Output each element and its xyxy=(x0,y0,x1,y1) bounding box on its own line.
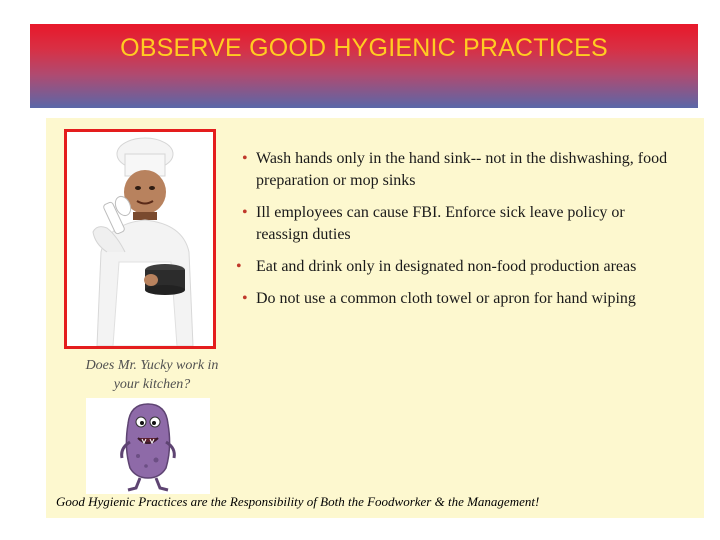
bullet-text: Do not use a common cloth towel or apron for hand wiping xyxy=(256,290,636,307)
slide-title: OBSERVE GOOD HYGIENIC PRACTICES xyxy=(120,34,608,62)
bullet-item xyxy=(236,256,676,278)
title-bar xyxy=(30,24,698,108)
bullet-dot: • xyxy=(242,150,248,167)
mr-yucky-illustration xyxy=(86,398,210,494)
bullet-text: Eat and drink only in designated non-food production areas xyxy=(256,258,637,275)
footer-tagline: Good Hygienic Practices are the Responsibility of Both the Foodworker & the Management! xyxy=(56,494,540,509)
mr-yucky-caption: Does Mr. Yucky work in your kitchen? xyxy=(85,358,219,392)
bullet-dot: • xyxy=(242,204,248,221)
bullet-dot: • xyxy=(242,290,248,307)
bullet-list xyxy=(236,148,676,320)
bullet-dot: • xyxy=(236,258,242,275)
bullet-text: Wash hands only in the hand sink-- not in the dishwashing, food preparation or mop sinks xyxy=(256,150,668,189)
bullet-item xyxy=(236,202,676,246)
chef-illustration xyxy=(67,132,213,346)
mr-yucky-mascot xyxy=(86,398,210,494)
bullet-item xyxy=(236,288,676,310)
chef-photo xyxy=(64,129,216,349)
bullet-text: Ill employees can cause FBI. Enforce sick leave policy or reassign duties xyxy=(256,204,625,243)
bullet-item xyxy=(236,148,676,192)
